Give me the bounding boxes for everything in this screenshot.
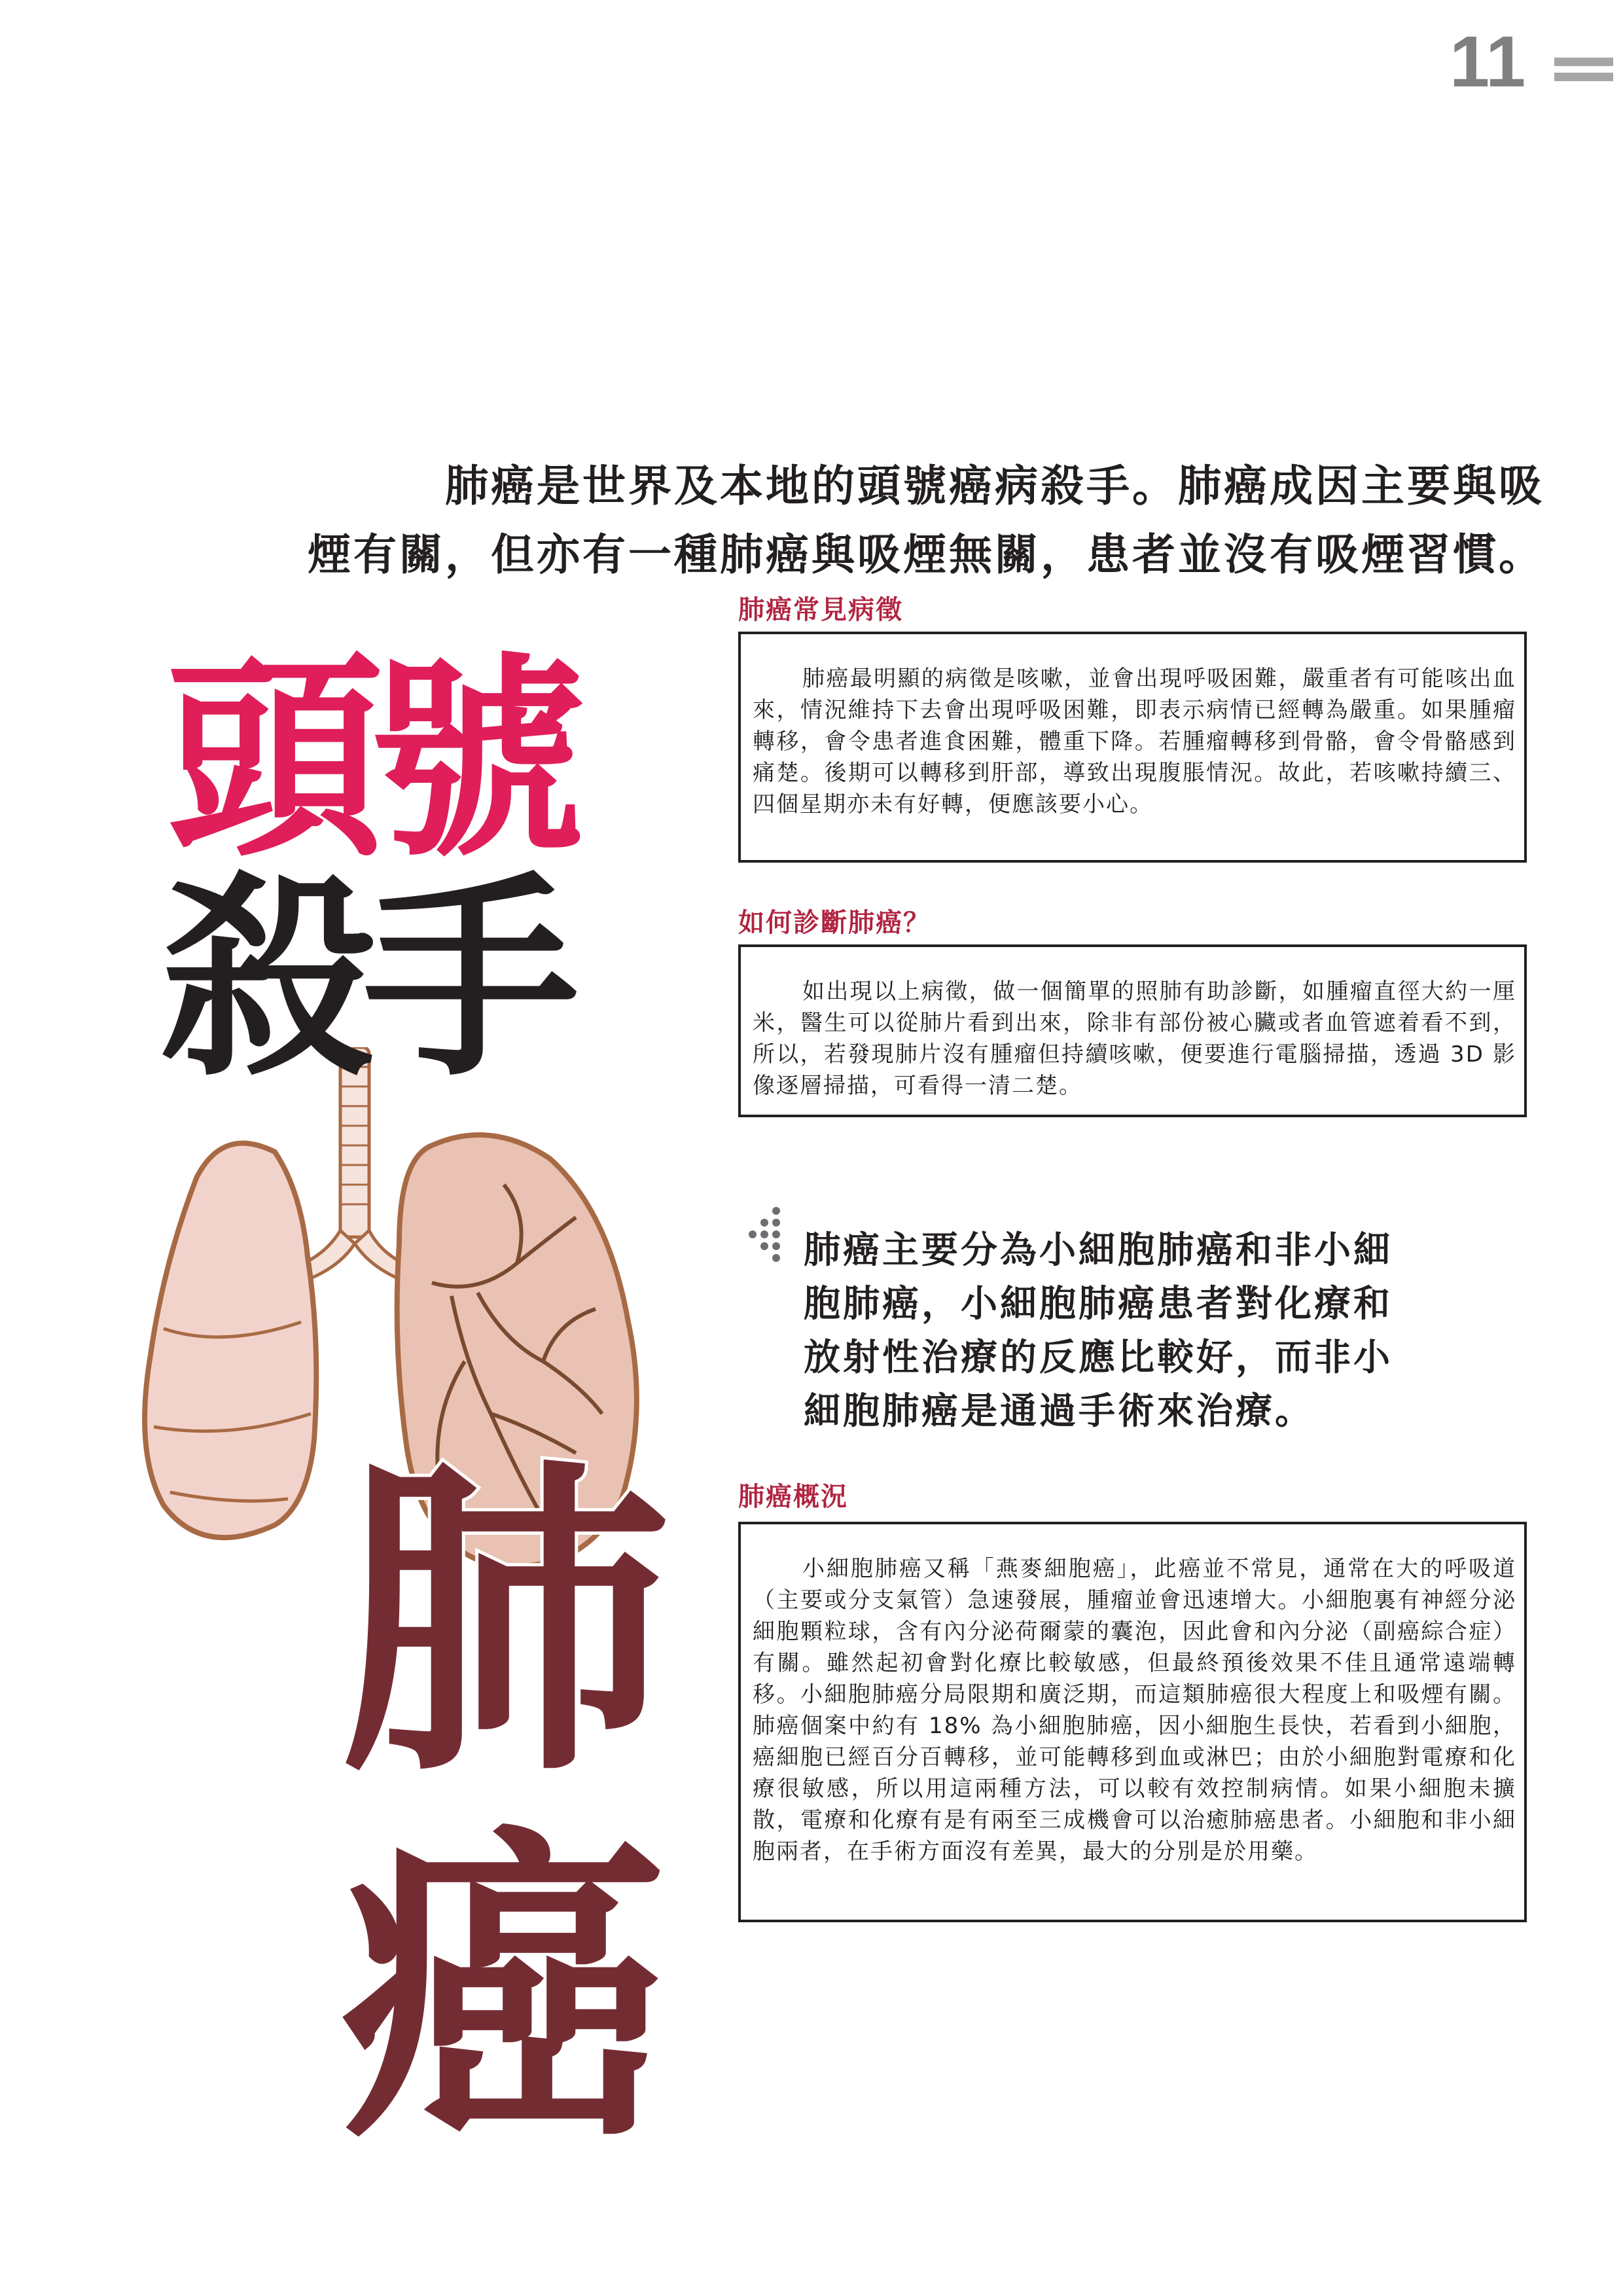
symptoms-box	[738, 632, 1527, 863]
intro-line-1: 肺癌是世界及本地的頭號癌病殺手。肺癌成因主要與吸	[445, 461, 1544, 511]
section-title-diagnosis: 如何診斷肺癌？	[738, 908, 931, 938]
headline-lung: 肺	[340, 1431, 668, 1815]
callout-text	[804, 1224, 1432, 1439]
callout-line-4: 細胞肺癌是通過手術來治療。	[804, 1390, 1314, 1433]
section-title-symptoms: 肺癌常見病徵	[738, 595, 903, 625]
diagnosis-box	[738, 944, 1527, 1117]
page-number: 11	[1450, 22, 1526, 102]
symptoms-body: 肺癌最明顯的病徵是咳嗽，並會出現呼吸困難，嚴重者有可能咳出血來，情況維持下去會出現呼吸困難，即表示病情已經轉為嚴重。如果腫瘤轉移，會令患者進食困難，體重下降。若腫瘤轉移到骨骼，會令骨骼感到痛楚。後期可以轉移到肝部，導致出現腹脹情況。故此，若咳嗽持續三、四個星期亦未有好轉，便應該要小心。	[753, 666, 1516, 817]
dots-bullet-icon	[745, 1204, 791, 1270]
overview-box	[738, 1522, 1527, 1922]
callout-line-3: 放射性治療的反應比較好，而非小	[804, 1336, 1393, 1379]
headline-cancer: 癌	[340, 1797, 668, 2181]
page-bars-icon	[1554, 58, 1613, 88]
headline-middle: 殺手	[160, 852, 566, 1105]
headline-top: 頭號	[167, 632, 573, 886]
callout-line-1: 肺癌主要分為小細胞肺癌和非小細	[804, 1229, 1393, 1272]
section-title-overview: 肺癌概況	[738, 1482, 848, 1512]
callout-line-2: 胞肺癌，小細胞肺癌患者對化療和	[804, 1283, 1393, 1325]
intro-line-2: 煙有關，但亦有一種肺癌與吸煙無關，患者並沒有吸煙習慣。	[308, 529, 1544, 580]
overview-body: 小細胞肺癌又稱「燕麥細胞癌」，此癌並不常見，通常在大的呼吸道（主要或分支氣管）急速發展，腫瘤並會迅速增大。小細胞裏有神經分泌細胞顆粒球，含有內分泌荷爾蒙的囊泡，因此會和內分泌（副癌綜合症）有關。雖然起初會對化療比較敏感，但最終預後效果不佳且通常遠端轉移。小細胞肺癌分局限期和廣泛期，而這類肺癌很大程度上和吸煙有關。肺癌個案中約有 18% 為小細胞肺癌，因小細胞生長快，若看到小細胞，癌細胞已經百分百轉移，並可能轉移到血或淋巴；由於小細胞對電療和化療很敏感，所以用這兩種方法，可以較有效控制病情。如果小細胞未擴散，電療和化療有是有兩至三成機會可以治癒肺癌患者。小細胞和非小細胞兩者，在手術方面沒有差異，最大的分別是於用藥。	[753, 1556, 1516, 1865]
diagnosis-body: 如出現以上病徵，做一個簡單的照肺有助診斷，如腫瘤直徑大約一厘米，醫生可以從肺片看到出來，除非有部份被心臟或者血管遮着看不到，所以，若發現肺片沒有腫瘤但持續咳嗽，便要進行電腦掃描，透過 3D 影像逐層掃描，可看得一清二楚。	[753, 978, 1516, 1099]
intro-paragraph	[288, 452, 1544, 589]
